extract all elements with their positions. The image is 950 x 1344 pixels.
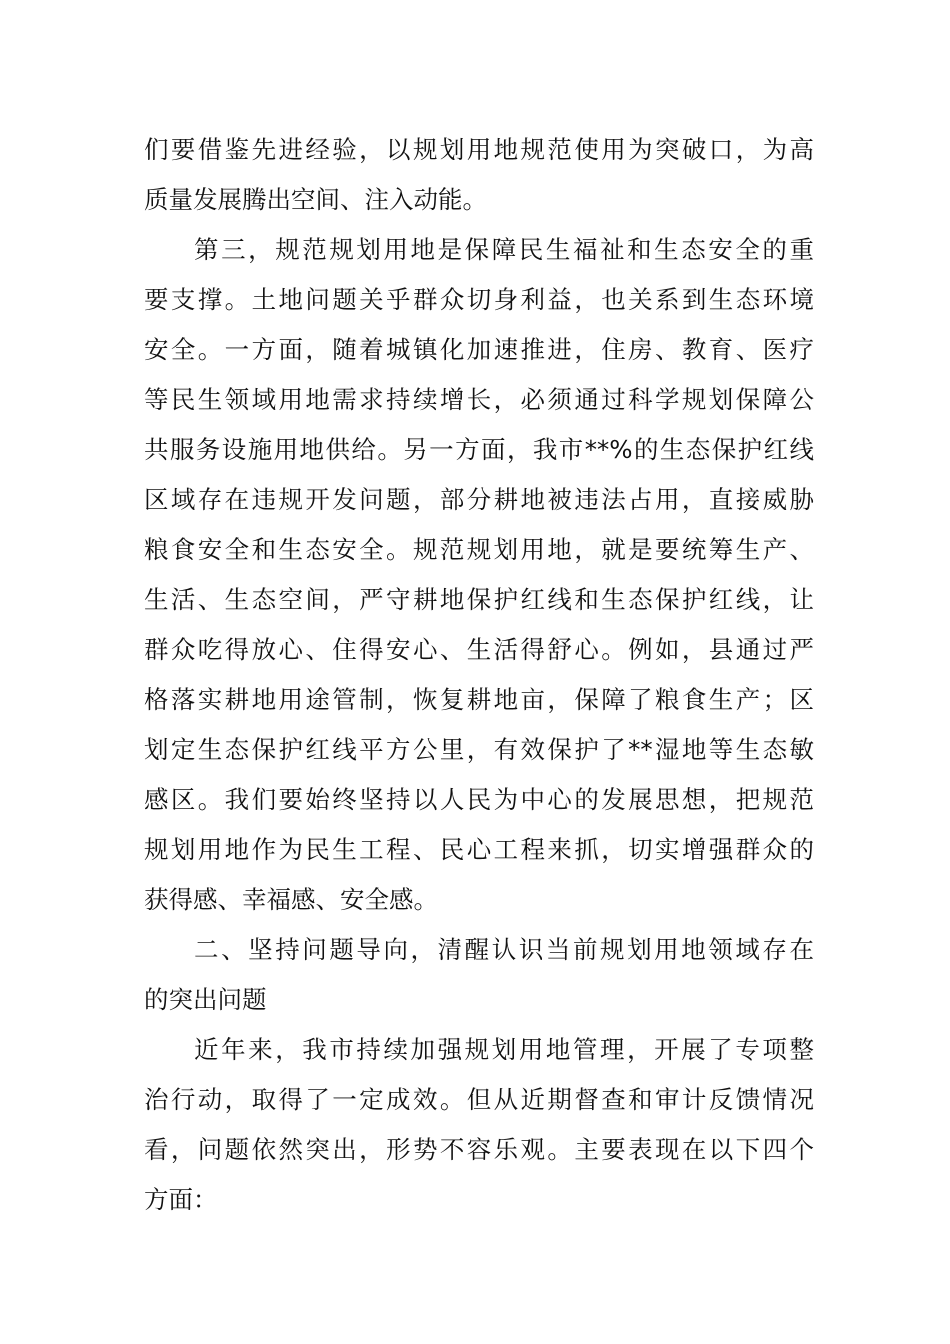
text-line: 划定生态保护红线平方公里，有效保护了**湿地等生态敏 xyxy=(144,735,814,764)
text-line: 看，问题依然突出，形势不容乐观。主要表现在以下四个 xyxy=(144,1135,814,1164)
text-line: 方面： xyxy=(144,1185,218,1214)
paragraph-first-line: 近年来，我市持续加强规划用地管理，开展了专项整 xyxy=(194,1035,814,1064)
section-heading: 二、坚持问题导向，清醒认识当前规划用地领域存在 xyxy=(194,935,814,964)
text-line: 质量发展腾出空间、注入动能。 xyxy=(144,185,487,214)
text-line: 治行动，取得了一定成效。但从近期督查和审计反馈情况 xyxy=(144,1085,814,1114)
text-line: 规划用地作为民生工程、民心工程来抓，切实增强群众的 xyxy=(144,835,814,864)
text-line: 粮食安全和生态安全。规范规划用地，就是要统筹生产、 xyxy=(144,535,814,564)
text-line: 感区。我们要始终坚持以人民为中心的发展思想，把规范 xyxy=(144,785,814,814)
text-line: 安全。一方面，随着城镇化加速推进，住房、教育、医疗 xyxy=(144,335,814,364)
text-line: 获得感、幸福感、安全感。 xyxy=(144,885,438,914)
text-line: 共服务设施用地供给。另一方面，我市**%的生态保护红线 xyxy=(144,435,814,464)
text-line: 格落实耕地用途管制，恢复耕地亩，保障了粮食生产；区 xyxy=(144,685,814,714)
text-line: 区域存在违规开发问题，部分耕地被违法占用，直接威胁 xyxy=(144,485,814,514)
text-line: 等民生领域用地需求持续增长，必须通过科学规划保障公 xyxy=(144,385,814,414)
text-line: 群众吃得放心、住得安心、生活得舒心。例如，县通过严 xyxy=(144,635,814,664)
text-line: 们要借鉴先进经验，以规划用地规范使用为突破口，为高 xyxy=(144,135,814,164)
text-line: 要支撑。土地问题关乎群众切身利益，也关系到生态环境 xyxy=(144,285,814,314)
paragraph-first-line: 第三，规范规划用地是保障民生福祉和生态安全的重 xyxy=(194,235,814,264)
text-line: 生活、生态空间，严守耕地保护红线和生态保护红线，让 xyxy=(144,585,814,614)
section-heading-cont: 的突出问题 xyxy=(144,985,267,1014)
